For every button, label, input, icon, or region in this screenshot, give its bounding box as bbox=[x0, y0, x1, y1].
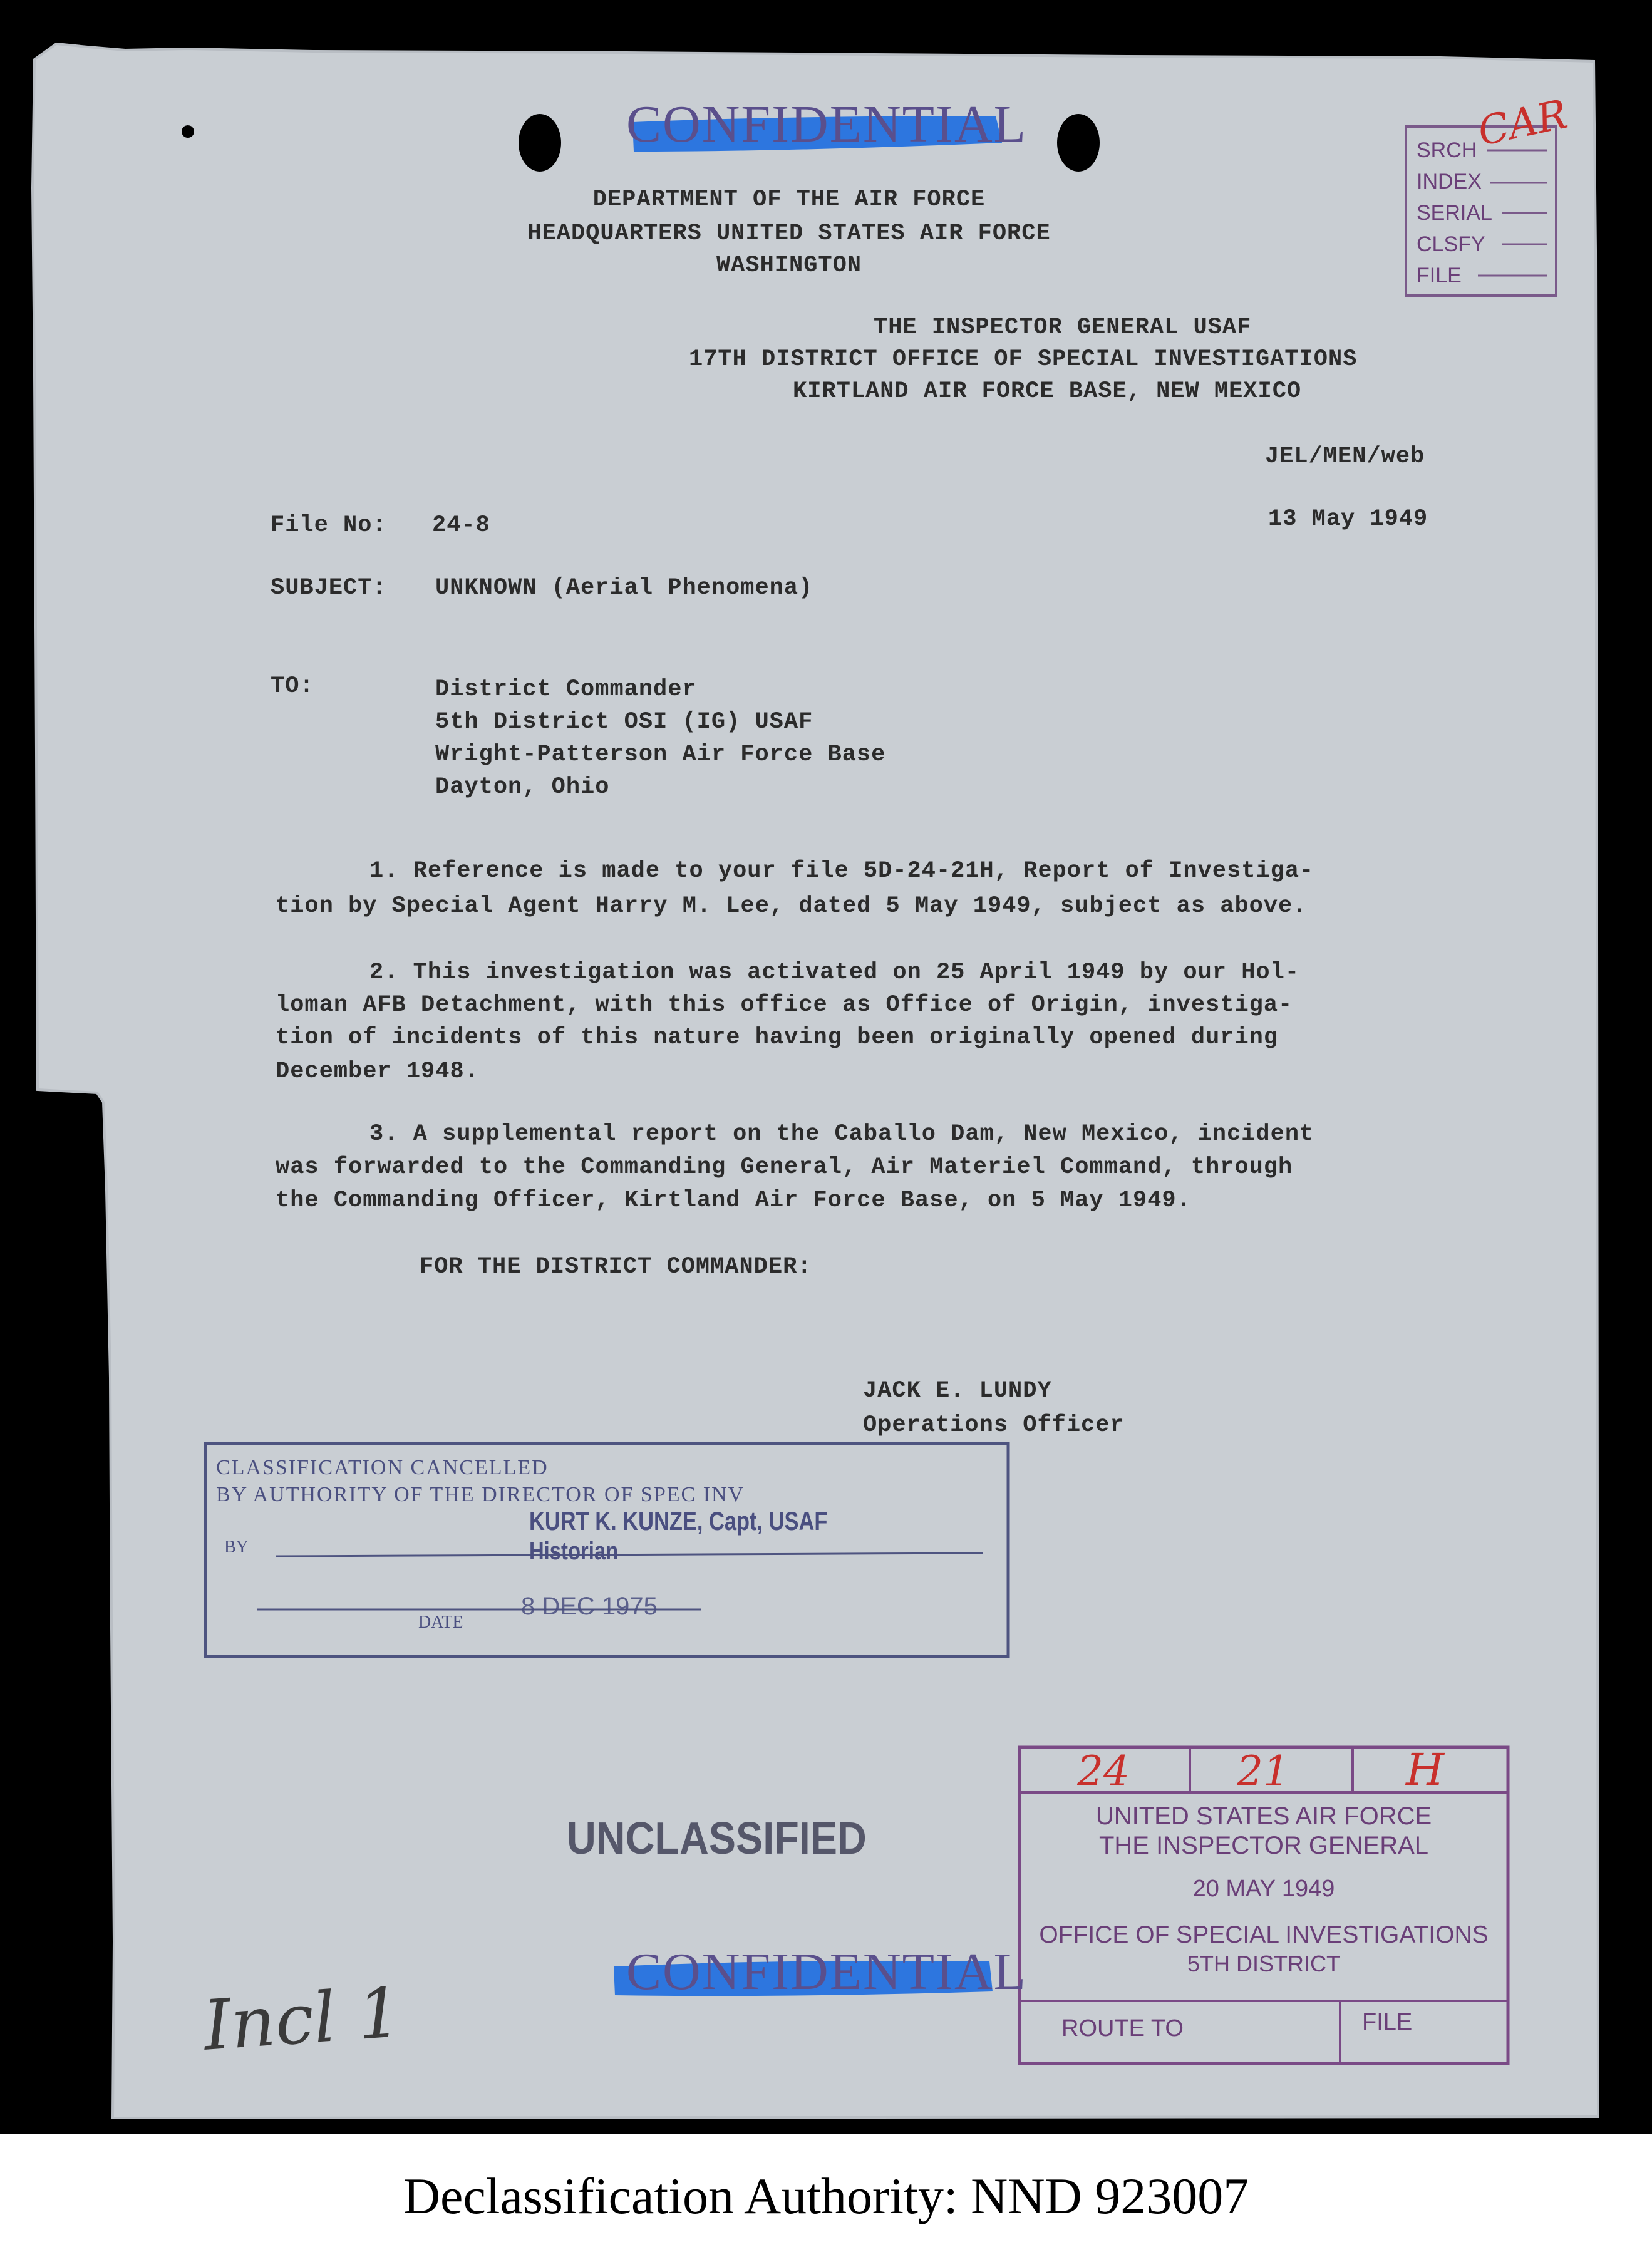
office-line-2: 17TH DISTRICT OFFICE OF SPECIAL INVESTIGATIONS bbox=[689, 346, 1358, 373]
file-no-value: 24-8 bbox=[432, 512, 490, 539]
subject-label: SUBJECT: bbox=[271, 575, 387, 601]
dept-line-3: WASHINGTON bbox=[716, 252, 862, 279]
received-stamp-line-1: UNITED STATES AIR FORCE bbox=[1095, 1802, 1432, 1830]
to-label: TO: bbox=[271, 673, 314, 700]
para2-line: tion of incidents of this nature having been originally opened during bbox=[276, 1025, 1279, 1051]
received-stamp-file-label: FILE bbox=[1362, 2009, 1413, 2035]
para3-line: was forwarded to the Commanding General, Air Materiel Command, through bbox=[276, 1154, 1293, 1180]
received-stamp-line-2: THE INSPECTOR GENERAL bbox=[1098, 1832, 1429, 1859]
file-stamp-row: SRCH bbox=[1417, 138, 1477, 162]
declass-by-name: KURT K. KUNZE, Capt, USAF bbox=[529, 1506, 828, 1536]
to-address bbox=[435, 673, 885, 803]
declass-line-1: CLASSIFICATION CANCELLED bbox=[216, 1456, 549, 1479]
para3-line: the Commanding Officer, Kirtland Air Force Base, on 5 May 1949. bbox=[276, 1187, 1191, 1214]
received-stamp-box-2: 21 bbox=[1237, 1747, 1289, 1795]
unclassified-stamp: UNCLASSIFIED bbox=[567, 1814, 867, 1864]
para2-line: 2. This investigation was activated on 25 April 1949 by our Hol- bbox=[369, 959, 1300, 986]
declass-line-2: BY AUTHORITY OF THE DIRECTOR OF SPEC INV bbox=[216, 1483, 745, 1506]
file-stamp-handwriting: CAR bbox=[1474, 91, 1572, 156]
file-stamp-row: CLSFY bbox=[1417, 232, 1485, 256]
signer-title: Operations Officer bbox=[863, 1412, 1125, 1439]
punch-hole-left bbox=[519, 114, 561, 172]
dept-line-2: HEADQUARTERS UNITED STATES AIR FORCE bbox=[527, 220, 1051, 247]
file-no-label: File No: bbox=[271, 512, 387, 539]
para3-line: 3. A supplemental report on the Caballo Dam, New Mexico, incident bbox=[369, 1121, 1314, 1147]
file-stamp-row: FILE bbox=[1417, 264, 1462, 287]
classification-top: CONFIDENTIAL bbox=[626, 95, 1027, 153]
to-line: Dayton, Ohio bbox=[435, 774, 610, 800]
received-stamp-box-3: H bbox=[1406, 1744, 1445, 1795]
punch-hole-right bbox=[1057, 114, 1100, 172]
subject-value: UNKNOWN (Aerial Phenomena) bbox=[435, 575, 813, 601]
received-stamp-box-1: 24 bbox=[1077, 1747, 1130, 1795]
received-stamp-line-3: OFFICE OF SPECIAL INVESTIGATIONS bbox=[1039, 1921, 1489, 1948]
closing-line: FOR THE DISTRICT COMMANDER: bbox=[420, 1254, 812, 1280]
handwritten-note: Incl 1 bbox=[200, 1972, 405, 2066]
dept-line-1: DEPARTMENT OF THE AIR FORCE bbox=[592, 187, 986, 213]
file-stamp-row: INDEX bbox=[1417, 170, 1482, 194]
received-stamp-route-label: ROUTE TO bbox=[1061, 2015, 1184, 2042]
office-line-3: KIRTLAND AIR FORCE BASE, NEW MEXICO bbox=[793, 378, 1302, 405]
received-stamp-line-4: 5TH DISTRICT bbox=[1187, 1951, 1340, 1976]
reference-initials: JEL/MEN/web bbox=[1265, 443, 1425, 470]
to-line: 5th District OSI (IG) USAF bbox=[435, 709, 813, 735]
declass-by-label: BY bbox=[224, 1537, 249, 1557]
declassification-authority: Declassification Authority: NND 923007 bbox=[403, 2167, 1249, 2224]
received-stamp-date: 20 MAY 1949 bbox=[1192, 1876, 1335, 1902]
para1-line: 1. Reference is made to your file 5D-24-21H, Report of Investiga- bbox=[369, 858, 1314, 884]
file-stamp-row: SERIAL bbox=[1417, 201, 1492, 225]
para2-line: December 1948. bbox=[276, 1058, 479, 1085]
declass-by-title: Historian bbox=[529, 1537, 619, 1565]
classification-bottom: CONFIDENTIAL bbox=[626, 1943, 1027, 2001]
para1-line: tion by Special Agent Harry M. Lee, dated 5 May 1949, subject as above. bbox=[276, 893, 1308, 919]
to-line: Wright-Patterson Air Force Base bbox=[435, 741, 886, 768]
footer bbox=[0, 2134, 1652, 2247]
to-line: District Commander bbox=[435, 676, 697, 703]
office-line-1: THE INSPECTOR GENERAL USAF bbox=[874, 314, 1252, 341]
declass-date-label: DATE bbox=[418, 1613, 463, 1632]
signer-name: JACK E. LUNDY bbox=[863, 1378, 1052, 1404]
declass-date-value: 8 DEC 1975 bbox=[521, 1593, 658, 1620]
memo-date: 13 May 1949 bbox=[1268, 506, 1428, 532]
para2-line: loman AFB Detachment, with this office as Office of Origin, investiga- bbox=[276, 992, 1293, 1018]
